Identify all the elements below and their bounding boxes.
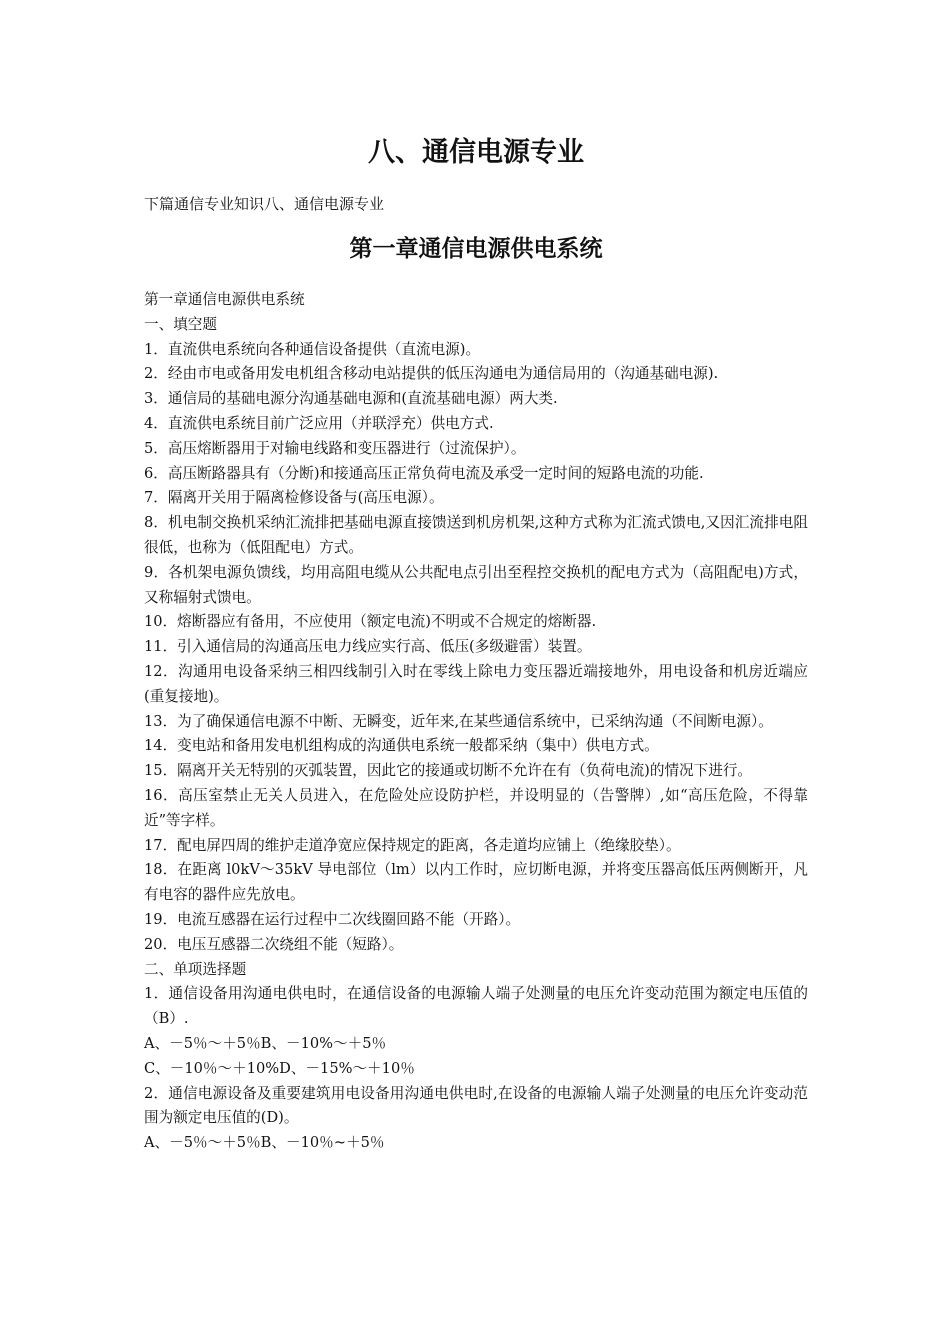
body-line: 第一章通信电源供电系统 (144, 291, 305, 308)
body-line: 14．变电站和备用发电机组构成的沟通供电系统一般都采纳（集中）供电方式。 (144, 737, 659, 755)
body-line: 一、填空题 (144, 315, 217, 333)
body-line: 2．通信电源设备及重要建筑用电设备用沟通电供电时,在设备的电源输人端子处测量的电压允许变动范围为额定电压值的(D)。 (144, 1084, 808, 1127)
body-line: 15．隔离开关无特别的灭弧装置，因此它的接通或切断不允许在有（负荷电流)的情况下进行。 (144, 762, 753, 780)
body-line: 12．沟通用电设备采纳三相四线制引入时在零线上除电力变压器近端接地外，用电设备和机房近端应(重复接地)。 (144, 662, 808, 705)
body-line: A、－5％～＋5％B、－10%～＋5％ (144, 1034, 387, 1052)
body-line: 20．电压互感器二次绕组不能（短路）。 (144, 935, 404, 953)
body-line: C、－10％～＋10%D、－15%～＋10％ (144, 1059, 415, 1077)
body-line: 11．引入通信局的沟通高压电力线应实行高、低压(多级避雷）装置。 (144, 638, 592, 656)
body-line: 17．配电屏四周的维护走道净宽应保持规定的距离，各走道均应铺上（绝缘胶垫）。 (144, 836, 681, 854)
body-line: 3．通信局的基础电源分沟通基础电源和(直流基础电源）两大类. (144, 390, 558, 408)
body-line: 6．高压断路器具有（分断)和接通高压正常负荷电流及承受一定时间的短路电流的功能. (144, 464, 704, 482)
body-line: 7．隔离开关用于隔离检修设备与(高压电源）。 (144, 489, 444, 507)
document-title: 八、通信电源专业 (368, 137, 584, 168)
body-line: 5．高压熔断器用于对输电线路和变压器进行（过流保护）。 (144, 439, 526, 457)
body-line: 1．直流供电系统向各种通信设备提供（直流电源)。 (144, 340, 481, 358)
body-line: 4．直流供电系统目前广泛应用（并联浮充）供电方式. (144, 414, 494, 432)
body-line: 18．在距离 l0kV～35kV 导电部位（lm）以内工作时，应切断电源，并将变压器高低压两侧断开，凡有电容的器件应先放电。 (144, 861, 808, 904)
body-line: 二、单项选择题 (144, 960, 247, 978)
body-line: 10．熔断器应有备用，不应使用（额定电流)不明或不合规定的熔断器. (144, 613, 597, 631)
body-line: 1．通信设备用沟通电供电时，在通信设备的电源输人端子处测量的电压允许变动范围为额定电压值的（B）. (144, 985, 808, 1028)
body-line: 9．各机架电源负馈线，均用高阻电缆从公共配电点引出至程控交换机的配电方式为（高阻配电)方式，又称辐射式馈电。 (144, 563, 808, 606)
body-line: A、－5％～＋5％B、－10％~＋5％ (144, 1134, 385, 1152)
body-line: 19．电流互感器在运行过程中二次线圈回路不能（开路）。 (144, 910, 521, 928)
body-line: 8．机电制交换机采纳汇流排把基础电源直接馈送到机房机架,这种方式称为汇流式馈电,又因汇流排电阻很低，也称为（低阻配电）方式。 (144, 514, 808, 556)
document-body (144, 288, 808, 1156)
document-subtitle: 下篇通信专业知识八、通信电源专业 (144, 195, 385, 213)
body-line: 2．经由市电或备用发电机组含移动电站提供的低压沟通电为通信局用的（沟通基础电源). (144, 365, 719, 383)
body-line: 13．为了确保通信电源不中断、无瞬变，近年来,在某些通信系统中，已采纳沟通（不间断电源）。 (144, 712, 773, 730)
body-line: 16．高压室禁止无关人员进入，在危险处应设防护栏，并设明显的（告警牌）,如“高压危险，不得靠近”等字样。 (144, 786, 808, 829)
chapter-title: 第一章通信电源供电系统 (349, 236, 603, 262)
